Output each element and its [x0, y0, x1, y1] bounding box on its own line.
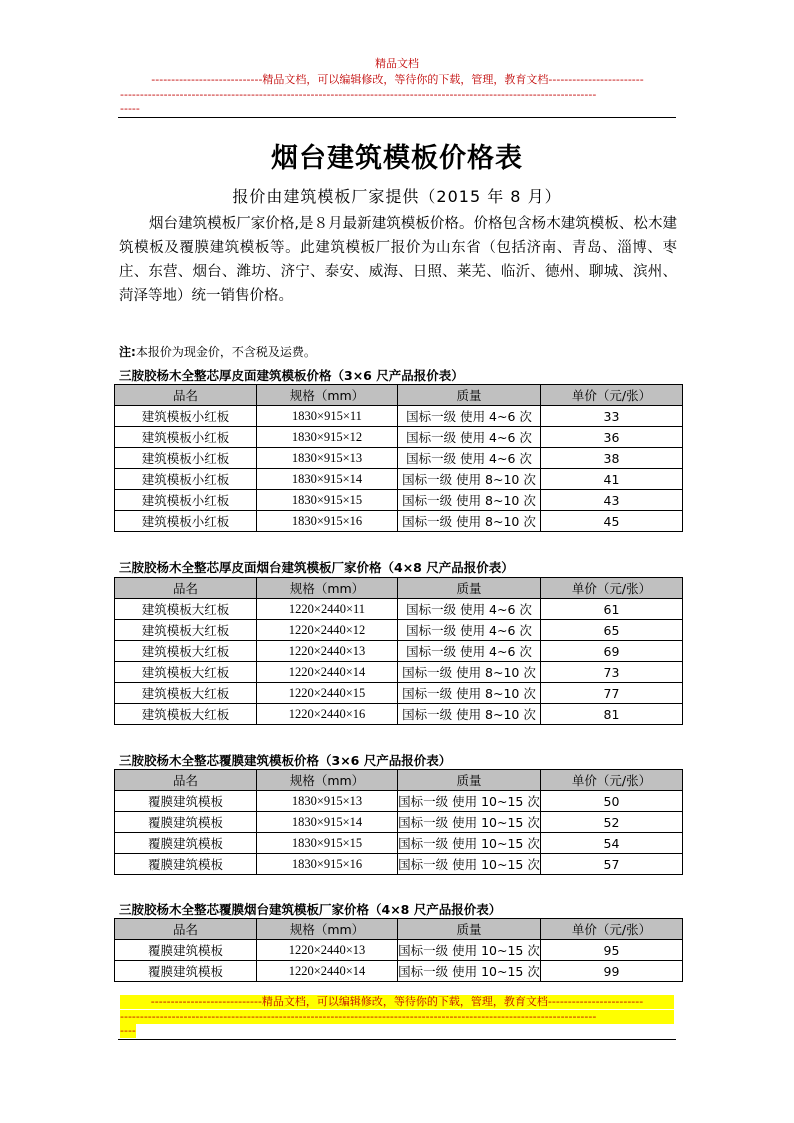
spec-cell: 1220×2440×12	[257, 620, 398, 641]
table-row	[115, 427, 683, 448]
doc-label: 精品文档	[375, 57, 419, 70]
unit-price-cell: 45	[541, 511, 683, 532]
column-header: 单价（元/张）	[541, 919, 683, 940]
unit-price-cell: 77	[541, 683, 683, 704]
spec-cell: 1830×915×16	[257, 511, 398, 532]
quality-cell: 国标一级 使用 4~6 次	[398, 448, 541, 469]
column-header: 质量	[398, 919, 541, 940]
unit-price-cell: 52	[541, 812, 683, 833]
column-header: 单价（元/张）	[541, 385, 683, 406]
table-row	[115, 833, 683, 854]
column-header: 单价（元/张）	[541, 770, 683, 791]
quality-cell: 国标一级 使用 10~15 次	[398, 854, 541, 875]
quality-cell: 国标一级 使用 8~10 次	[398, 704, 541, 725]
unit-price-cell: 81	[541, 704, 683, 725]
table-row	[115, 641, 683, 662]
column-header: 品名	[115, 578, 257, 599]
product-name-cell: 建筑模板小红板	[115, 406, 257, 427]
table-row	[115, 490, 683, 511]
unit-price-cell: 41	[541, 469, 683, 490]
unit-price-cell: 61	[541, 599, 683, 620]
table-row	[115, 812, 683, 833]
page-subtitle: 报价由建筑模板厂家提供（2015 年 8 月）	[232, 187, 562, 206]
quality-cell: 国标一级 使用 4~6 次	[398, 406, 541, 427]
table-row	[115, 469, 683, 490]
product-name-cell: 建筑模板小红板	[115, 448, 257, 469]
product-name-cell: 覆膜建筑模板	[115, 940, 257, 961]
column-header: 质量	[398, 385, 541, 406]
product-name-cell: 覆膜建筑模板	[115, 791, 257, 812]
quality-cell: 国标一级 使用 8~10 次	[398, 469, 541, 490]
spec-cell: 1830×915×16	[257, 854, 398, 875]
section-title: 三胺胶杨木全整芯厚皮面烟台建筑模板厂家价格（4×8 尺产品报价表）	[119, 560, 514, 575]
spec-cell: 1830×915×15	[257, 833, 398, 854]
footer-dash-line: ------------------------------------------------------------------------------------------------------------------------	[120, 1010, 674, 1024]
unit-price-cell: 54	[541, 833, 683, 854]
section-title: 三胺胶杨木全整芯厚皮面建筑模板价格（3×6 尺产品报价表）	[119, 368, 464, 383]
spec-cell: 1220×2440×13	[257, 940, 398, 961]
table-row	[115, 854, 683, 875]
product-name-cell: 建筑模板小红板	[115, 490, 257, 511]
footer-banner: ----------------------------精品文档，可以编辑修改，等待你的下载，管理，教育文档------------------------	[120, 995, 674, 1009]
intro-paragraph: 烟台建筑模板厂家价格,是８月最新建筑模板价格。价格包含杨木建筑模板、松木建筑模板及覆膜建筑模板等。此建筑模板厂报价为山东省（包括济南、青岛、淄博、枣庄、东营、烟台、潍坊、济宁、泰安、威海、日照、莱芜、临沂、德州、聊城、滨州、菏泽等地）统一销售价格。	[119, 216, 677, 304]
column-header: 规格（mm）	[257, 919, 398, 940]
column-header: 品名	[115, 919, 257, 940]
unit-price-cell: 73	[541, 662, 683, 683]
price-table	[114, 384, 683, 532]
table-header-row	[115, 578, 683, 599]
footer-dash-tail: ----	[120, 1024, 136, 1037]
unit-price-cell: 33	[541, 406, 683, 427]
quality-cell: 国标一级 使用 10~15 次	[398, 791, 541, 812]
unit-price-cell: 95	[541, 940, 683, 961]
table-header-row	[115, 919, 683, 940]
product-name-cell: 建筑模板大红板	[115, 620, 257, 641]
column-header: 规格（mm）	[257, 385, 398, 406]
note-label: 注:	[119, 345, 136, 359]
spec-cell: 1830×915×15	[257, 490, 398, 511]
product-name-cell: 建筑模板大红板	[115, 641, 257, 662]
quality-cell: 国标一级 使用 8~10 次	[398, 683, 541, 704]
spec-cell: 1220×2440×15	[257, 683, 398, 704]
quality-cell: 国标一级 使用 10~15 次	[398, 961, 541, 982]
unit-price-cell: 57	[541, 854, 683, 875]
spec-cell: 1220×2440×14	[257, 662, 398, 683]
quality-cell: 国标一级 使用 8~10 次	[398, 662, 541, 683]
unit-price-cell: 65	[541, 620, 683, 641]
spec-cell: 1220×2440×11	[257, 599, 398, 620]
quality-cell: 国标一级 使用 10~15 次	[398, 812, 541, 833]
header-dash-tail: -----	[120, 102, 140, 115]
quality-cell: 国标一级 使用 8~10 次	[398, 490, 541, 511]
table-row	[115, 791, 683, 812]
product-name-cell: 建筑模板大红板	[115, 704, 257, 725]
unit-price-cell: 43	[541, 490, 683, 511]
spec-cell: 1830×915×13	[257, 791, 398, 812]
header-banner: ----------------------------精品文档，可以编辑修改，等待你的下载，管理，教育文档------------------------	[151, 73, 644, 86]
table-row	[115, 406, 683, 427]
unit-price-cell: 69	[541, 641, 683, 662]
spec-cell: 1220×2440×13	[257, 641, 398, 662]
table-row	[115, 448, 683, 469]
quality-cell: 国标一级 使用 8~10 次	[398, 511, 541, 532]
footer-rule	[118, 1039, 676, 1040]
table-row	[115, 940, 683, 961]
table-row	[115, 662, 683, 683]
spec-cell: 1830×915×13	[257, 448, 398, 469]
note-text: 本报价为现金价，不含税及运费。	[135, 345, 316, 359]
table-row	[115, 599, 683, 620]
column-header: 规格（mm）	[257, 770, 398, 791]
quality-cell: 国标一级 使用 4~6 次	[398, 641, 541, 662]
table-row	[115, 704, 683, 725]
spec-cell: 1220×2440×16	[257, 704, 398, 725]
table-row	[115, 961, 683, 982]
page-title: 烟台建筑模板价格表	[271, 143, 523, 174]
product-name-cell: 建筑模板小红板	[115, 427, 257, 448]
product-name-cell: 建筑模板大红板	[115, 662, 257, 683]
unit-price-cell: 38	[541, 448, 683, 469]
table-row	[115, 620, 683, 641]
price-table	[114, 769, 683, 875]
spec-cell: 1830×915×14	[257, 812, 398, 833]
product-name-cell: 建筑模板小红板	[115, 511, 257, 532]
quality-cell: 国标一级 使用 10~15 次	[398, 833, 541, 854]
column-header: 品名	[115, 770, 257, 791]
table-header-row	[115, 770, 683, 791]
unit-price-cell: 99	[541, 961, 683, 982]
product-name-cell: 覆膜建筑模板	[115, 833, 257, 854]
header-rule	[118, 117, 676, 118]
quality-cell: 国标一级 使用 4~6 次	[398, 620, 541, 641]
product-name-cell: 建筑模板大红板	[115, 599, 257, 620]
spec-cell: 1830×915×12	[257, 427, 398, 448]
section-title: 三胺胶杨木全整芯覆膜烟台建筑模板厂家价格（4×8 尺产品报价表）	[119, 902, 502, 917]
spec-cell: 1830×915×14	[257, 469, 398, 490]
unit-price-cell: 36	[541, 427, 683, 448]
header-dash-line: ------------------------------------------------------------------------------------------------------------------------	[120, 88, 597, 101]
table-header-row	[115, 385, 683, 406]
column-header: 品名	[115, 385, 257, 406]
price-table	[114, 918, 683, 982]
price-note	[119, 343, 316, 360]
quality-cell: 国标一级 使用 4~6 次	[398, 427, 541, 448]
column-header: 规格（mm）	[257, 578, 398, 599]
product-name-cell: 建筑模板大红板	[115, 683, 257, 704]
product-name-cell: 覆膜建筑模板	[115, 854, 257, 875]
column-header: 单价（元/张）	[541, 578, 683, 599]
product-name-cell: 覆膜建筑模板	[115, 812, 257, 833]
product-name-cell: 建筑模板小红板	[115, 469, 257, 490]
table-row	[115, 511, 683, 532]
price-table	[114, 577, 683, 725]
section-title: 三胺胶杨木全整芯覆膜建筑模板价格（3×6 尺产品报价表）	[119, 753, 452, 768]
quality-cell: 国标一级 使用 4~6 次	[398, 599, 541, 620]
unit-price-cell: 50	[541, 791, 683, 812]
spec-cell: 1220×2440×14	[257, 961, 398, 982]
product-name-cell: 覆膜建筑模板	[115, 961, 257, 982]
table-row	[115, 683, 683, 704]
quality-cell: 国标一级 使用 10~15 次	[398, 940, 541, 961]
column-header: 质量	[398, 770, 541, 791]
spec-cell: 1830×915×11	[257, 406, 398, 427]
column-header: 质量	[398, 578, 541, 599]
